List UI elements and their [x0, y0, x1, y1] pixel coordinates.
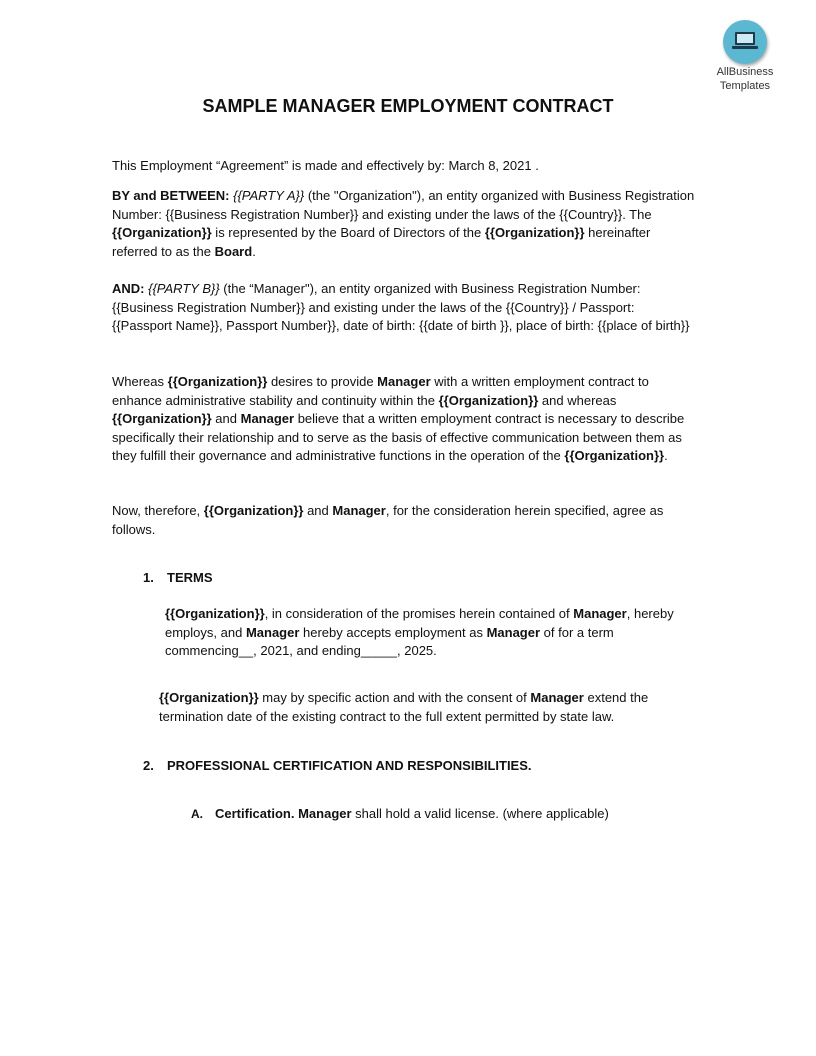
terms-text-1: , in consideration of the promises herein contained of: [264, 606, 574, 621]
org-ref: {{Organization}}: [438, 392, 539, 408]
between-text-3: hereinafter referred to as the: [112, 225, 651, 259]
extend-text-1: may by specific action and with the consent of: [258, 690, 531, 705]
logo-line-1: AllBusiness: [716, 66, 774, 78]
manager-ref: Manager: [245, 624, 300, 640]
intro-paragraph: [112, 157, 697, 176]
org-ref: {{Organization}}: [564, 448, 665, 464]
item-a-letter: A.: [191, 807, 203, 821]
certification-text: shall hold a valid license. (where applicable): [351, 806, 609, 821]
manager-ref: Manager: [240, 411, 295, 427]
terms-paragraph-2: [159, 689, 679, 726]
manager-ref: Manager: [486, 624, 541, 640]
allbusiness-templates-logo: [706, 20, 784, 92]
party-b: {{PARTY B}}: [148, 281, 220, 296]
whereas-paragraph: [112, 373, 697, 466]
org-ref: {{Organization}}: [203, 503, 304, 518]
whereas-text-7: .: [664, 448, 668, 464]
between-paragraph: [112, 187, 697, 261]
extend-text-2: extend the termination date of the existing contract to the full extent permitted by state law.: [159, 690, 649, 724]
terms-text-3: hereby accepts employment as: [299, 624, 487, 640]
manager-ref: Manager: [298, 806, 352, 821]
org-ref: {{Organization}}: [165, 606, 265, 621]
logo-line-2: Templates: [719, 80, 771, 92]
manager-ref: Manager: [377, 374, 431, 389]
org-ref: {{Organization}}: [112, 225, 212, 241]
org-ref: {{Organization}}: [484, 225, 585, 241]
section-1-number: 1.: [143, 570, 154, 585]
board-ref: Board: [214, 243, 253, 259]
and-label: AND:: [112, 281, 145, 296]
terms-paragraph-1: [165, 605, 695, 661]
between-text-2: is represented by the Board of Directors of the: [211, 225, 485, 241]
manager-ref: Manager: [573, 606, 627, 621]
certification-item: [215, 805, 695, 824]
intro-end: .: [531, 158, 539, 173]
whereas-text-4: and whereas: [538, 392, 617, 408]
org-ref: {{Organization}}: [159, 690, 259, 705]
now-text-3: , for the consideration herein specified, agree as follows.: [112, 503, 664, 537]
certification-label: Certification.: [215, 806, 295, 821]
and-paragraph: [112, 280, 697, 336]
section-2-title: PROFESSIONAL CERTIFICATION AND RESPONSIBILITIES.: [167, 758, 532, 773]
document-title: SAMPLE MANAGER EMPLOYMENT CONTRACT: [202, 96, 614, 116]
whereas-text-2: desires to provide: [267, 374, 378, 389]
manager-ref: Manager: [332, 503, 386, 518]
and-text: (the “Manager"), an entity organized with Business Registration Number: {{Business Registration Number}} and existing under the laws of the {{Country}} / Passport: {{Passport Name}}, Passport Number}}, date of birth: {{date of birth }}, place of birth: {{place of birth}}: [112, 281, 690, 334]
section-1-title: TERMS: [167, 570, 213, 585]
party-a: {{PARTY A}}: [233, 188, 305, 203]
between-label: BY and BETWEEN:: [112, 188, 230, 203]
between-text-1: (the "Organization"), an entity organized with Business Registration Number: {{Business Registration Number}} and existing under the laws of the {{Country}}. The: [112, 188, 695, 222]
laptop-icon: [723, 20, 767, 64]
agreement-date: March 8, 2021: [448, 158, 532, 173]
whereas-text-5: and: [211, 411, 241, 427]
now-text-2: and: [303, 503, 333, 518]
between-text-4: .: [252, 243, 256, 259]
terms-text-4: of for a term commencing__, 2021, and ending_____, 2025.: [165, 624, 614, 659]
org-ref: {{Organization}}: [167, 374, 268, 389]
manager-ref: Manager: [530, 690, 584, 705]
whereas-text-6: believe that a written employment contract is necessary to describe specifically their relationship and to serve as the basis of effective communication between them as they fulfill their governance and administrative functions in the operation of the: [112, 411, 685, 464]
whereas-text-1: Whereas: [112, 374, 168, 389]
section-2-number: 2.: [143, 758, 154, 773]
terms-text-2: , hereby employs, and: [165, 606, 674, 640]
now-therefore-paragraph: [112, 502, 697, 539]
intro-text: This Employment “Agreement” is made and effectively by:: [112, 158, 449, 173]
org-ref: {{Organization}}: [112, 411, 212, 427]
whereas-text-3: with a written employment contract to enhance administrative stability and continuity within the: [112, 374, 649, 408]
now-text-1: Now, therefore,: [112, 503, 204, 518]
